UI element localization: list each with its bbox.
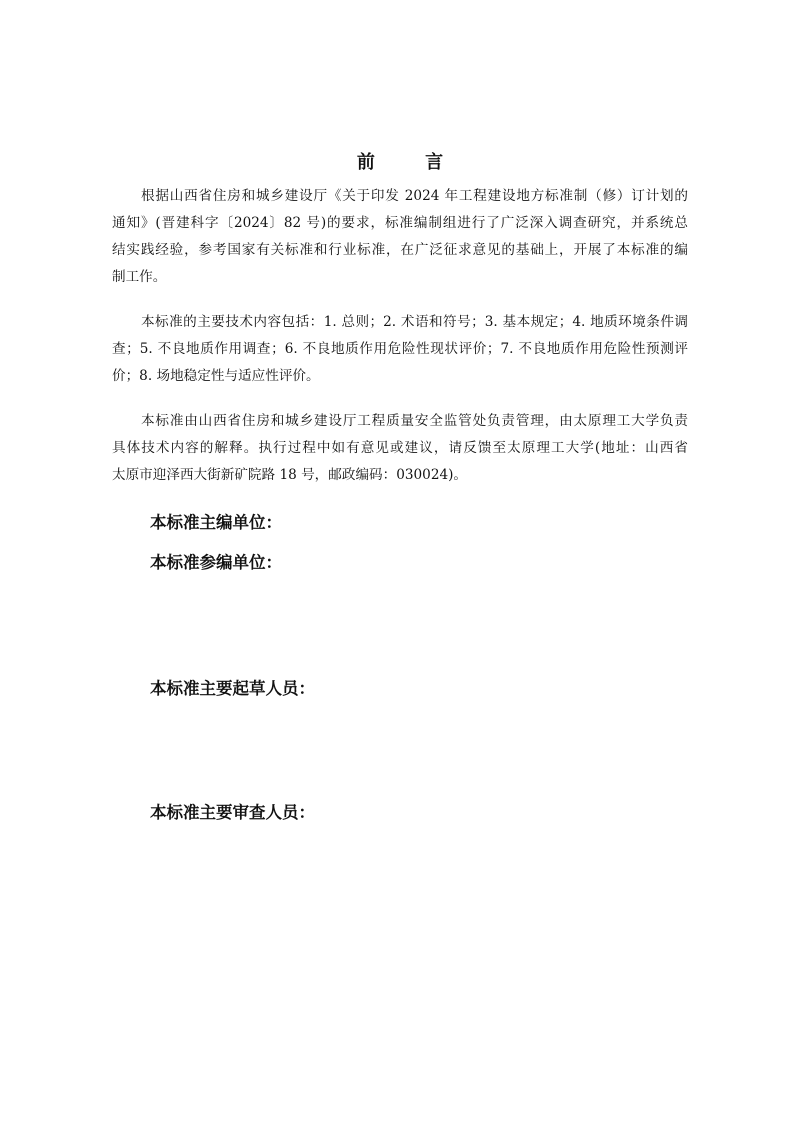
heading-chief-units: 本标准主编单位：	[150, 513, 282, 532]
text-line: 通知》(晋建科字〔2024〕82 号)的要求，标准编制组进行了广泛深入调查研究，并系统总	[112, 215, 688, 231]
text-line: 本标准由山西省住房和城乡建设厅工程质量安全监管处负责管理，由太原理工大学负责	[141, 413, 688, 429]
text-line: 结实践经验，参考国家有关标准和行业标准，在广泛征求意见的基础上，开展了本标准的编	[112, 242, 688, 258]
text-line: 太原市迎泽西大街新矿院路 18 号，邮政编码：030024)。	[112, 467, 468, 483]
heading-reviewers: 本标准主要审查人员：	[150, 803, 315, 822]
heading-drafters: 本标准主要起草人员：	[150, 679, 315, 698]
text-line: 查；5. 不良地质作用调查；6. 不良地质作用危险性现状评价；7. 不良地质作用危险性预测评	[112, 341, 688, 357]
text-line: 具体技术内容的解释。执行过程中如有意见或建议，请反馈至太原理工大学(地址：山西省	[112, 440, 688, 456]
text-line: 本标准的主要技术内容包括：1. 总则；2. 术语和符号；3. 基本规定；4. 地质环境条件调	[141, 314, 688, 330]
text-line: 根据山西省住房和城乡建设厅《关于印发 2024 年工程建设地方标准制（修）订计划的	[141, 188, 688, 204]
text-line: 制工作。	[112, 269, 167, 285]
heading-participating-units: 本标准参编单位：	[150, 553, 282, 572]
text-line: 价；8. 场地稳定性与适应性评价。	[112, 368, 320, 384]
page-title: 前 言	[356, 152, 466, 173]
